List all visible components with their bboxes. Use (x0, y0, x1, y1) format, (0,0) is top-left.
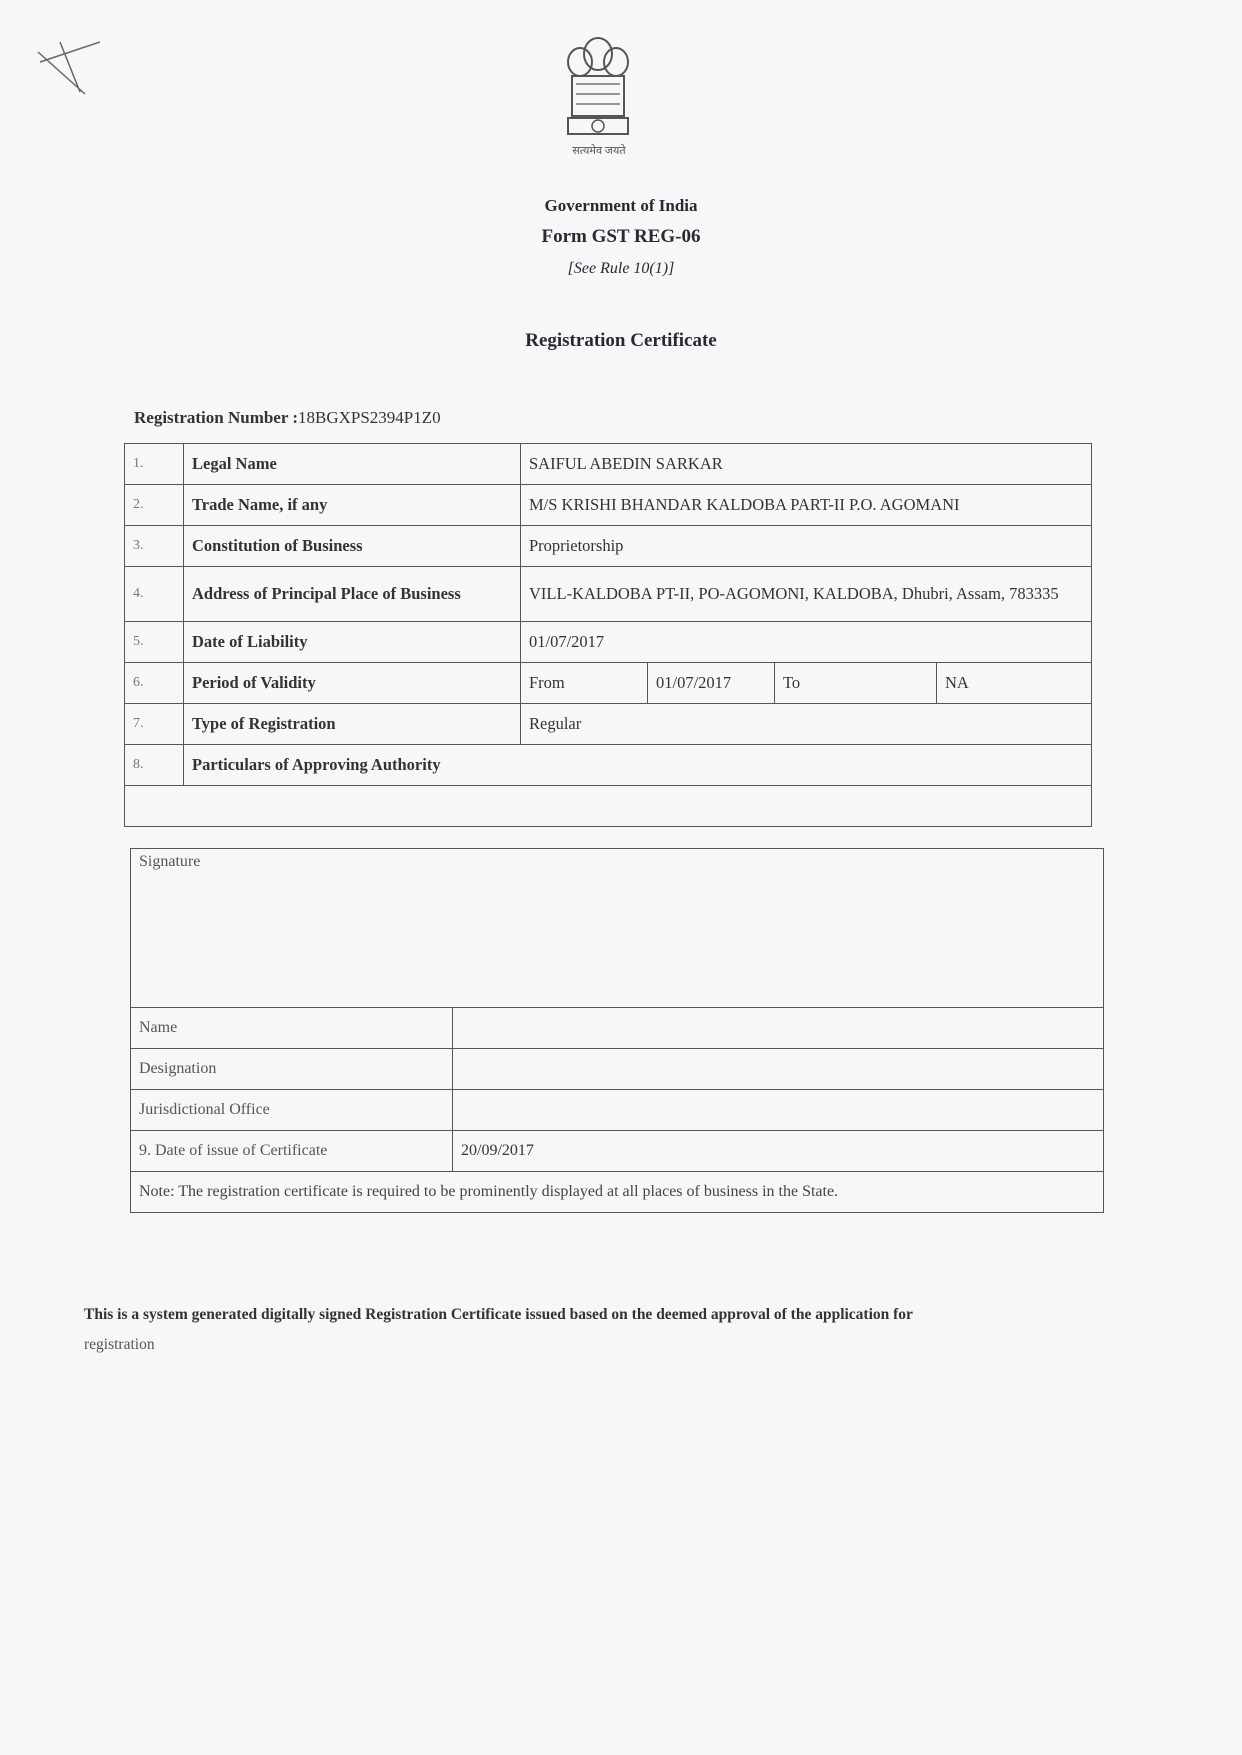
row-number: 6. (125, 663, 184, 704)
table-row (125, 663, 1092, 704)
footer-text-continued: registration (84, 1336, 155, 1353)
jurisdictional-office-label: Jurisdictional Office (131, 1090, 453, 1131)
approving-authority-table (130, 848, 1104, 1213)
registration-number-line (134, 408, 441, 428)
table-row (125, 444, 1092, 485)
authority-name-label: Name (131, 1008, 453, 1049)
validity-to-value: NA (937, 663, 1092, 704)
table-row (131, 1172, 1104, 1213)
constitution-value: Proprietorship (521, 526, 1092, 567)
row-label: Date of Liability (184, 622, 521, 663)
registration-details-table (124, 443, 1092, 827)
emblem-motto: सत्यमेव जयते (572, 145, 626, 157)
national-emblem-icon (560, 32, 636, 144)
table-row (131, 1008, 1104, 1049)
signature-label: Signature (131, 849, 1104, 1008)
row-number: 4. (125, 567, 184, 622)
government-heading: Government of India (544, 196, 698, 215)
row-number: 7. (125, 704, 184, 745)
row-label: Address of Principal Place of Business (184, 567, 521, 622)
row-number: 2. (125, 485, 184, 526)
table-row (125, 485, 1092, 526)
authority-name-value (453, 1008, 1104, 1049)
table-row (131, 1131, 1104, 1172)
legal-name-value: SAIFUL ABEDIN SARKAR (521, 444, 1092, 485)
registration-number-value: 18BGXPS2394P1Z0 (298, 408, 441, 427)
table-row (125, 622, 1092, 663)
row-label: Type of Registration (184, 704, 521, 745)
rule-reference: [See Rule 10(1)] (567, 260, 675, 277)
issue-date-value: 20/09/2017 (453, 1131, 1104, 1172)
registration-type-value: Regular (521, 704, 1092, 745)
address-value: VILL-KALDOBA PT-II, PO-AGOMONI, KALDOBA, Dhubri, Assam, 783335 (521, 567, 1092, 622)
table-row (125, 567, 1092, 622)
row-label: Particulars of Approving Authority (184, 745, 1092, 786)
validity-to-label: To (775, 663, 937, 704)
registration-number-label: Registration Number : (134, 408, 298, 427)
row-number: 5. (125, 622, 184, 663)
row-number: 8. (125, 745, 184, 786)
row-label: Legal Name (184, 444, 521, 485)
designation-value (453, 1049, 1104, 1090)
liability-date-value: 01/07/2017 (521, 622, 1092, 663)
table-row (125, 704, 1092, 745)
table-row (131, 849, 1104, 1008)
jurisdictional-office-value (453, 1090, 1104, 1131)
table-row (125, 786, 1092, 827)
empty-row (125, 786, 1092, 827)
trade-name-value: M/S KRISHI BHANDAR KALDOBA PART-II P.O. AGOMANI (521, 485, 1092, 526)
row-label: Constitution of Business (184, 526, 521, 567)
footer-text: This is a system generated digitally signed Registration Certificate issued based on the deemed approval of the application for (84, 1306, 913, 1323)
display-note: Note: The registration certificate is required to be prominently displayed at all places of business in the State. (131, 1172, 1104, 1213)
validity-from-label: From (521, 663, 648, 704)
issue-date-label: 9. Date of issue of Certificate (131, 1131, 453, 1172)
handwritten-check-mark (30, 32, 100, 102)
system-generated-footer (84, 1300, 1084, 1360)
certificate-title: Registration Certificate (525, 330, 717, 351)
table-row (131, 1090, 1104, 1131)
row-label: Period of Validity (184, 663, 521, 704)
designation-label: Designation (131, 1049, 453, 1090)
validity-from-value: 01/07/2017 (648, 663, 775, 704)
table-row (131, 1049, 1104, 1090)
form-heading: Form GST REG-06 (541, 226, 701, 247)
table-row (125, 745, 1092, 786)
row-number: 1. (125, 444, 184, 485)
table-row (125, 526, 1092, 567)
row-number: 3. (125, 526, 184, 567)
row-label: Trade Name, if any (184, 485, 521, 526)
